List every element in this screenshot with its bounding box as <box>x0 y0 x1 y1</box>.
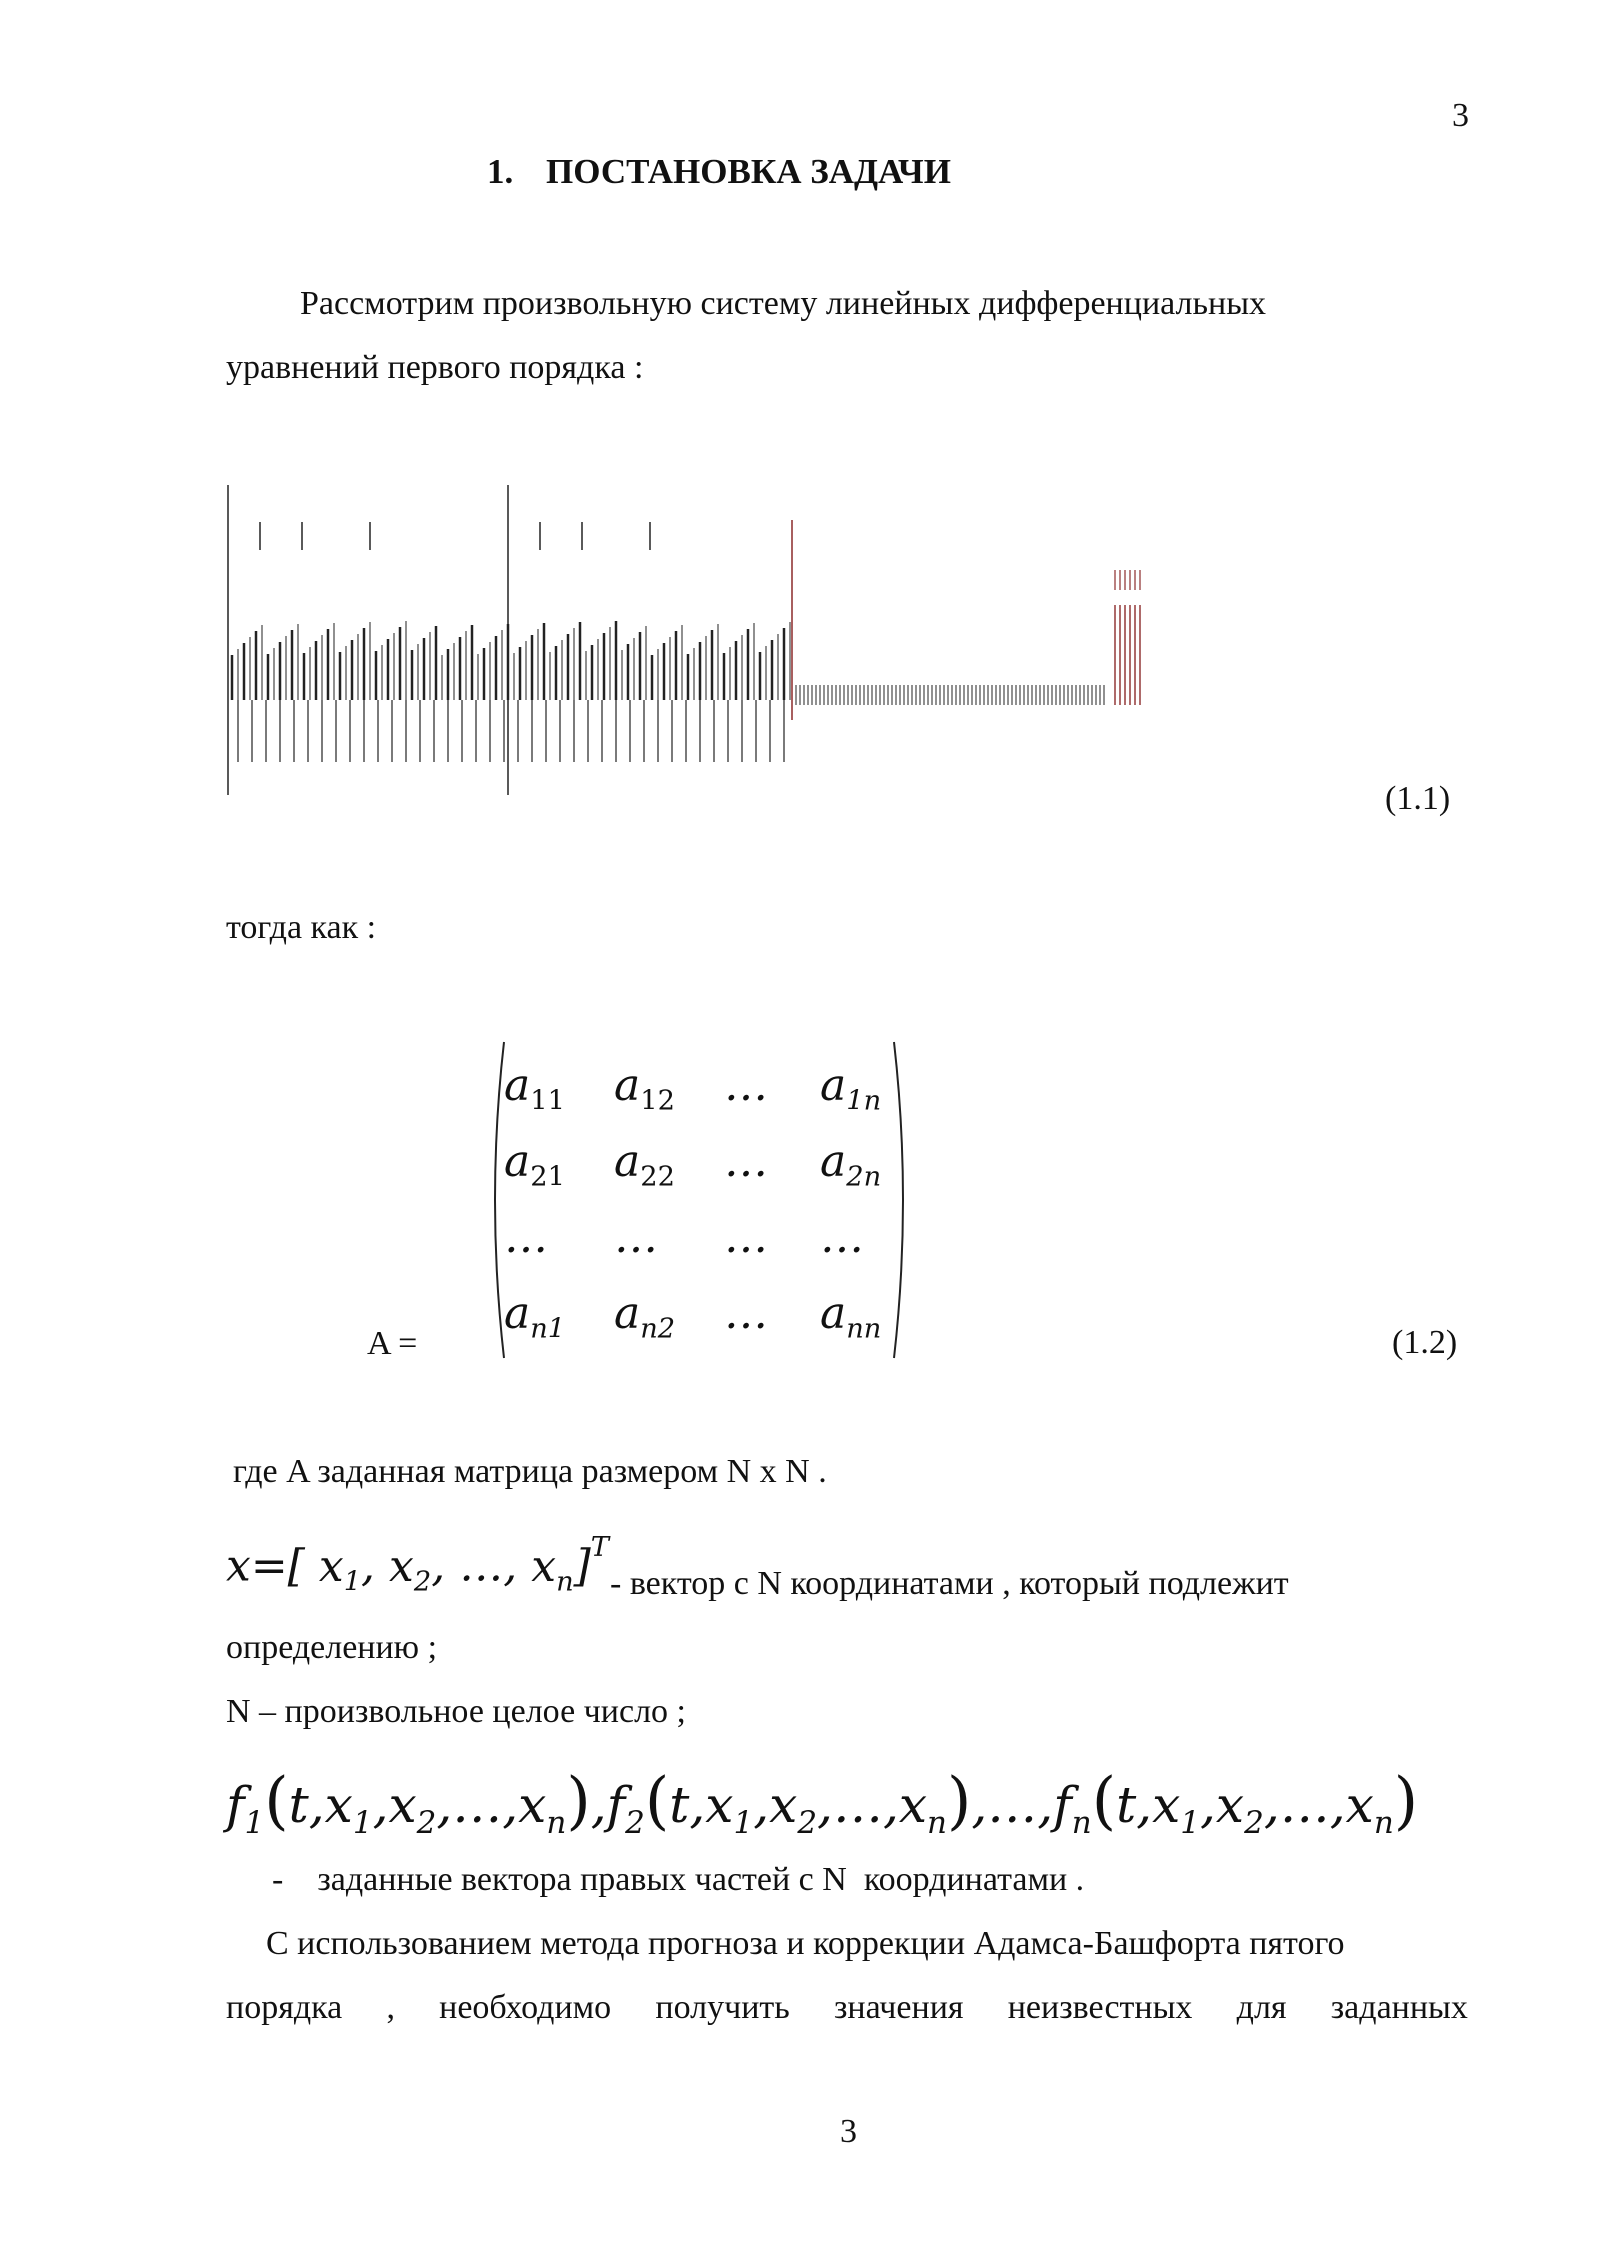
matrix-cell-3-4: … <box>820 1212 864 1263</box>
vector-formula: x=[ $x_1$, $x_2$, …, $x_n]^T$ <box>226 1532 609 1598</box>
matrix-a <box>490 1040 910 1360</box>
matrix-cell-2-3: … <box>724 1136 768 1187</box>
matrix-lhs: A = <box>367 1325 418 1362</box>
equation-1-1-label: (1.1) <box>1385 780 1451 817</box>
matrix-cell-4-4: $a_{nn}$ <box>820 1288 882 1345</box>
where-line: где A заданная матрица размером N x N . <box>233 1453 827 1490</box>
vector-description: - вектор с N координатами , который подлежит <box>610 1565 1289 1602</box>
matrix-cell-4-1: $a_{n1}$ <box>504 1288 566 1345</box>
final-line-1: С использованием метода прогноза и коррекции Адамса-Башфорта пятого <box>266 1925 1345 1962</box>
final-word-8: заданных <box>1330 1989 1468 2026</box>
n-line: N – произвольное целое число ; <box>226 1693 686 1730</box>
final-line-2 <box>226 1988 1468 2028</box>
intro-line-1: Рассмотрим произвольную систему линейных дифференциальных <box>300 285 1267 322</box>
intro-line-2: уравнений первого порядка : <box>226 349 644 386</box>
rhs-description: - заданные вектора правых частей с N координатами . <box>272 1861 1085 1898</box>
vector-x1: $x_1$ <box>318 1540 362 1598</box>
vector-x2: $x_2$ <box>389 1540 432 1598</box>
final-word-5: значения <box>833 1989 964 2026</box>
page-number-top: 3 <box>1452 97 1469 134</box>
matrix-cell-1-2: $a_{12}$ <box>614 1060 675 1117</box>
section-number: 1. <box>487 152 514 191</box>
final-word-2: , <box>386 1989 395 2026</box>
matrix-cell-4-2: $a_{n2}$ <box>614 1288 676 1345</box>
matrix-cell-2-4: $a_{2n}$ <box>820 1136 882 1193</box>
page-number-bottom: 3 <box>840 2113 857 2150</box>
final-word-4: получить <box>655 1989 790 2026</box>
right-hand-side-formula: $f_1(t,x_1,x_2,\dots,x_n),f_2(t,x_1,x_2,\dots,x_n),\dots,f_n(t,x_1,x_2,\dots,x_n)$ <box>226 1764 1419 1841</box>
final-word-7: для <box>1236 1989 1287 2026</box>
matrix-cell-4-3: … <box>724 1288 768 1339</box>
vector-xn: $x_n$ <box>531 1540 574 1598</box>
final-word-6: неизвестных <box>1007 1989 1193 2026</box>
matrix-cell-2-2: $a_{22}$ <box>614 1136 675 1193</box>
matrix-cell-1-1: $a_{11}$ <box>504 1060 565 1117</box>
final-word-1: порядка <box>226 1989 343 2026</box>
section-title: ПОСТАНОВКА ЗАДАЧИ <box>546 152 951 191</box>
equation-1-2-label: (1.2) <box>1392 1324 1458 1361</box>
matrix-cell-3-1: … <box>504 1212 548 1263</box>
then-line: тогда как : <box>226 909 377 946</box>
equation-1-1-graphic <box>220 480 1150 800</box>
matrix-cell-2-1: $a_{21}$ <box>504 1136 565 1193</box>
matrix-cell-1-4: $a_{1n}$ <box>820 1060 882 1117</box>
vector-description-2: определению ; <box>226 1629 438 1666</box>
matrix-cell-1-3: … <box>724 1060 768 1111</box>
vector-open: x=[ <box>226 1540 305 1592</box>
final-word-3: необходимо <box>439 1989 612 2026</box>
matrix-cell-3-3: … <box>724 1212 768 1263</box>
section-heading <box>487 152 951 192</box>
matrix-cell-3-2: … <box>614 1212 658 1263</box>
